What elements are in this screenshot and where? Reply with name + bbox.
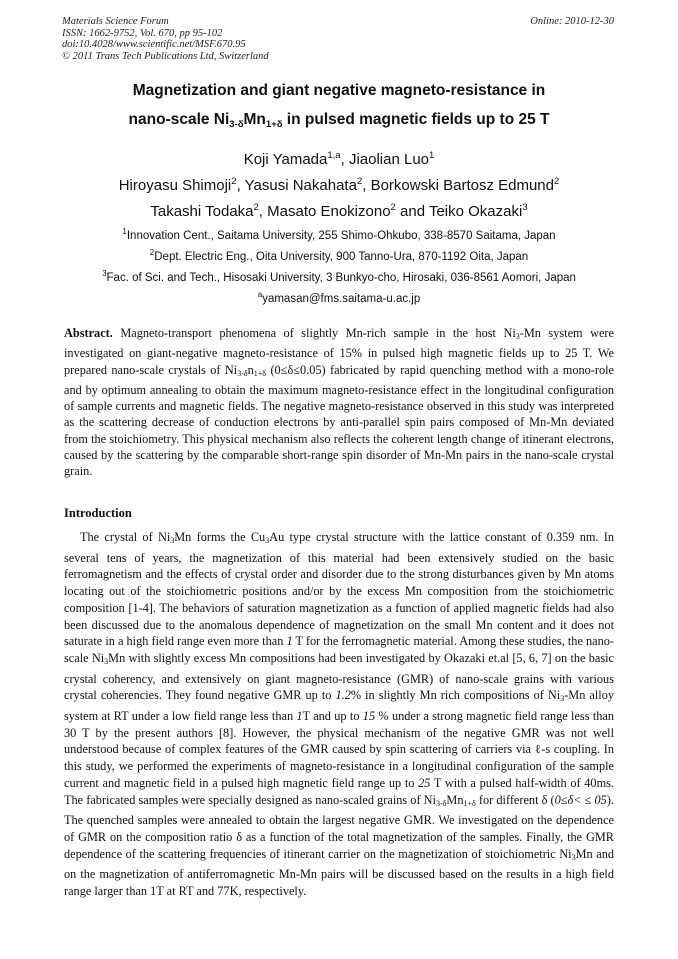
author-name: Borkowski Bartosz Edmund — [370, 177, 554, 194]
introduction-paragraph: The crystal of $Ni_3Mn$ forms the $Cu_3Au$ type crystal structure with the lattice constant of 0.359 nm. In several tens of years, the magnetization of this material had been extensively studied on the basic ferromagnetism and the effects of crystal order and disorder due to the strong disturbances given by Mn atoms locating out of the stoichiometric positions and/or by the excess Mn composition from the stoichiometric composition [1-4]. The behaviors of saturation magnetization as a function of applied magnetic fields had also been discussed due to the anomalous dependence of magnetization on the small Mn content and it does not saturate in a high field range even more than 1 T for the ferromagnetic material. Among these studies, the nano-scale $Ni_3Mn$ with slightly excess Mn compositions had been investigated by Okazaki et.al [5, 6, 7] on the basic crystal coherency, and extensively on giant magneto-resistance (GMR) of nano-scale grains with various crystal coherencies. They found negative GMR up to 1.2% in slightly Mn rich compositions of $Ni_3-Mn$ alloy system at RT under a low field range less than 1T and up to 15 % under a strong magnetic field range less than 30 T by the present authors [8]. However, the physical mechanism of the negative GMR was not well understood because of complex features of the GMR caused by spin scattering of carriers via ℓ-s coupling. In this study, we performed the experiments of magneto-resistance in a longitudinal configuration of the sample current and magnetic field in a pulsed high magnetic field range up to 25 T with a pulsed half-width of 40ms. The fabricated samples were specially designed as nano-scaled grains of $Ni_{3-\delta}Mn_{1+\delta}$ for different δ (0≤δ< ≤ 05). The quenched samples were annealed to obtain the largest negative GMR. We investigated on the dependence of GMR on the composition ratio δ as a function of the total magnetization of the samples. Finally, the GMR dependence of the scattering frequencies of itinerant carrier on the magnetization of stoichiometric $Ni_3Mn$ and on the magnetization of antiferromagnetic Mn-Mn pairs will be discussed based on the results in a high field range larger than 1T at RT and 77K, respectively. — [64, 530, 615, 899]
affiliation-2: $^2$Dept. Electric Eng., Oita University, 900 Tanno-Ura, 870-1192 Oita, Japan — [149, 248, 529, 263]
author-name: Hiroyasu Shimoji — [118, 177, 232, 194]
author-name: Koji Yamada — [243, 151, 328, 168]
email-affiliation: $^a$yamasan@fms.saitama-u.ac.jp — [257, 290, 421, 305]
author-name: Masato Enokizono — [267, 203, 391, 220]
online-date: Online: 2010-12-30 — [530, 16, 614, 27]
doi-line: doi:10.4028/www.scientific.net/MSF.670.95 — [62, 39, 246, 50]
affiliation-1: $^1$Innovation Cent., Saitama University, 255 Shimo-Ohkubo, 338-8570 Saitama, Japan — [122, 227, 556, 242]
author-line-3: Takashi Todaka$^2$, Masato Enokizono$^2$ and Teiko Okazaki$^3$ — [150, 202, 528, 220]
section-heading-introduction: Introduction — [64, 506, 132, 520]
affiliation-3: $^3$Fac. of Sci. and Tech., Hisosaki University, 3 Bunkyo-cho, Hirosaki, 036-8561 Aomori, Japan — [102, 269, 576, 284]
author-name: Yasusi Nakahata — [244, 177, 357, 194]
abstract-label: Abstract. — [64, 326, 113, 340]
journal-name: Materials Science Forum — [62, 16, 169, 27]
paper-title-line-1: Magnetization and giant negative magneto-resistance in — [132, 82, 546, 99]
journal-info — [62, 16, 269, 62]
issn-line: ISSN: 1662-9752, Vol. 670, pp 95-102 — [62, 27, 223, 39]
author-name: Takashi Todaka — [150, 203, 254, 220]
author-line-2: Hiroyasu Shimoji$^2$, Yasusi Nakahata$^2$, Borkowski Bartosz Edmund$^2$ — [118, 176, 560, 194]
author-line-1: Koji Yamada$^{1,a}$, Jiaolian Luo$^1$ — [243, 150, 435, 168]
copyright-line: © 2011 Trans Tech Publications Ltd, Switzerland — [62, 50, 269, 62]
abstract-paragraph: Abstract. Magneto-transport phenomena of slightly Mn-rich sample in the host $Ni_3-Mn$ system were investigated on giant-negative magneto-resistance of 15% in pulsed high magnetic fields up to 25 T. We prepared nano-scale crystals of $Ni_{3-\delta}n_{1+\delta}$ (0≤δ≤0.05) fabricated by rapid quenching method with a mono-role and by optimum annealing to obtain the maximum magneto-resistance effect in the longitudinal configuration of sample currents and magnetic fields. The negative magneto-resistance observed in this study was interpreted as the scattering decrease of conduction electrons by anti-parallel spin pairs composed of Mn-Mn deviated from the stoichiometry. This physical mechanism also reflects the coherent length change of itinerant electrons, caused by the scattering by the comparable short-range spin disorder of Mn-Mn pairs in the nano-scale crystal grain. — [64, 326, 614, 479]
paper-title-line-2: nano-scale $Ni_{3-\delta}Mn_{1+\delta}$ in pulsed magnetic fields up to 25 T — [128, 111, 550, 130]
author-name: Teiko Okazaki — [428, 203, 523, 220]
author-name: Jiaolian Luo — [348, 151, 429, 168]
